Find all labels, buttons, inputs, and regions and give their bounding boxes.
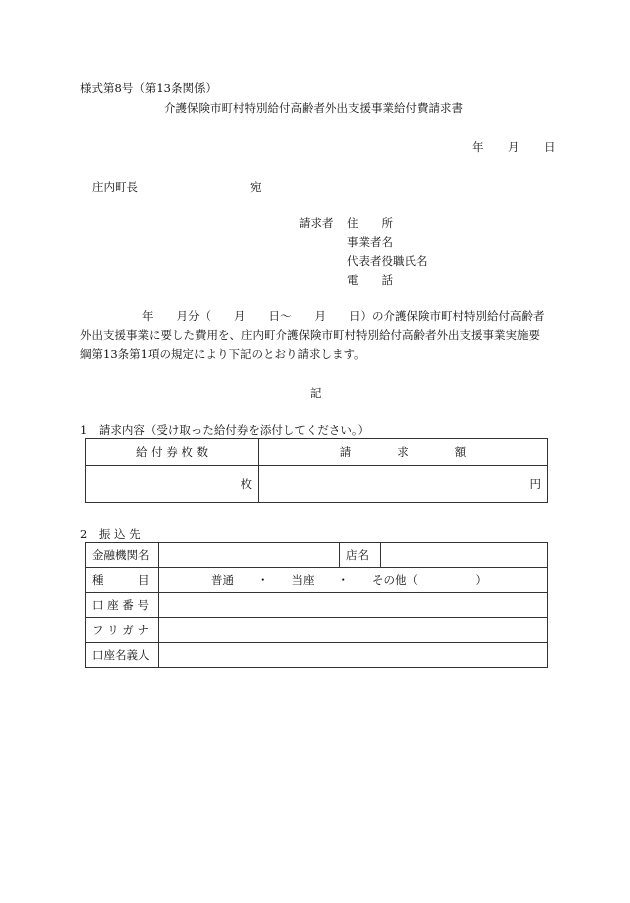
addressee-honorific: 宛 xyxy=(250,180,262,194)
claim-table xyxy=(85,438,548,503)
type-options[interactable]: 普通 ・ 当座 ・ その他（ ） xyxy=(159,568,548,593)
body-line-1: 年 月分（ 月 日～ 月 日）の介護保険市町村特別給付高齢者 xyxy=(142,309,545,323)
claim-tickets-cell[interactable] xyxy=(86,466,259,503)
body-line-2: 外出支援事業に要した費用を、庄内町介護保険市町村特別給付高齢者外出支援事業実施要 xyxy=(80,328,540,342)
section1-heading: 1 請求内容（受け取った給付券を添付してください。） xyxy=(80,423,370,437)
unit-yen: 円 xyxy=(529,477,541,491)
claim-col-tickets: 給 付 券 枚 数 xyxy=(86,439,259,466)
claim-col-amount: 請 求 額 xyxy=(259,439,548,466)
type-label: 種 目 xyxy=(86,568,159,593)
branch-label: 店名 xyxy=(340,543,381,568)
furigana-value[interactable] xyxy=(159,618,548,643)
document-title: 介護保険市町村特別給付高齢者外出支援事業給付費請求書 xyxy=(164,101,463,115)
claim-amount-cell[interactable] xyxy=(259,466,548,503)
section2-heading: 2 振 込 先 xyxy=(80,527,141,541)
date-day: 日 xyxy=(544,140,556,154)
applicant-field-representative: 代表者役職氏名 xyxy=(347,254,428,268)
form-label: 様式第8号（第13条関係） xyxy=(80,81,217,95)
ki-mark: 記 xyxy=(310,386,322,400)
account-number-label: 口 座 番 号 xyxy=(86,593,159,618)
addressee-name: 庄内町長 xyxy=(92,180,138,194)
account-holder-value[interactable] xyxy=(159,643,548,668)
bank-value[interactable] xyxy=(159,543,340,568)
account-number-value[interactable] xyxy=(159,593,548,618)
applicant-field-phone: 電 話 xyxy=(347,273,393,287)
furigana-label: フ リ ガ ナ xyxy=(86,618,159,643)
applicant-field-company: 事業者名 xyxy=(347,235,393,249)
date-year: 年 xyxy=(472,140,484,154)
unit-sheets: 枚 xyxy=(240,477,252,491)
bank-label: 金融機関名 xyxy=(86,543,159,568)
transfer-table xyxy=(85,542,548,668)
account-holder-label: 口座名義人 xyxy=(86,643,159,668)
applicant-field-address: 住 所 xyxy=(347,216,393,230)
applicant-label: 請求者 xyxy=(299,216,334,230)
body-line-3: 綱第13条第1項の規定により下記のとおり請求します。 xyxy=(80,347,366,361)
branch-value[interactable] xyxy=(381,543,548,568)
date-month: 月 xyxy=(508,140,520,154)
